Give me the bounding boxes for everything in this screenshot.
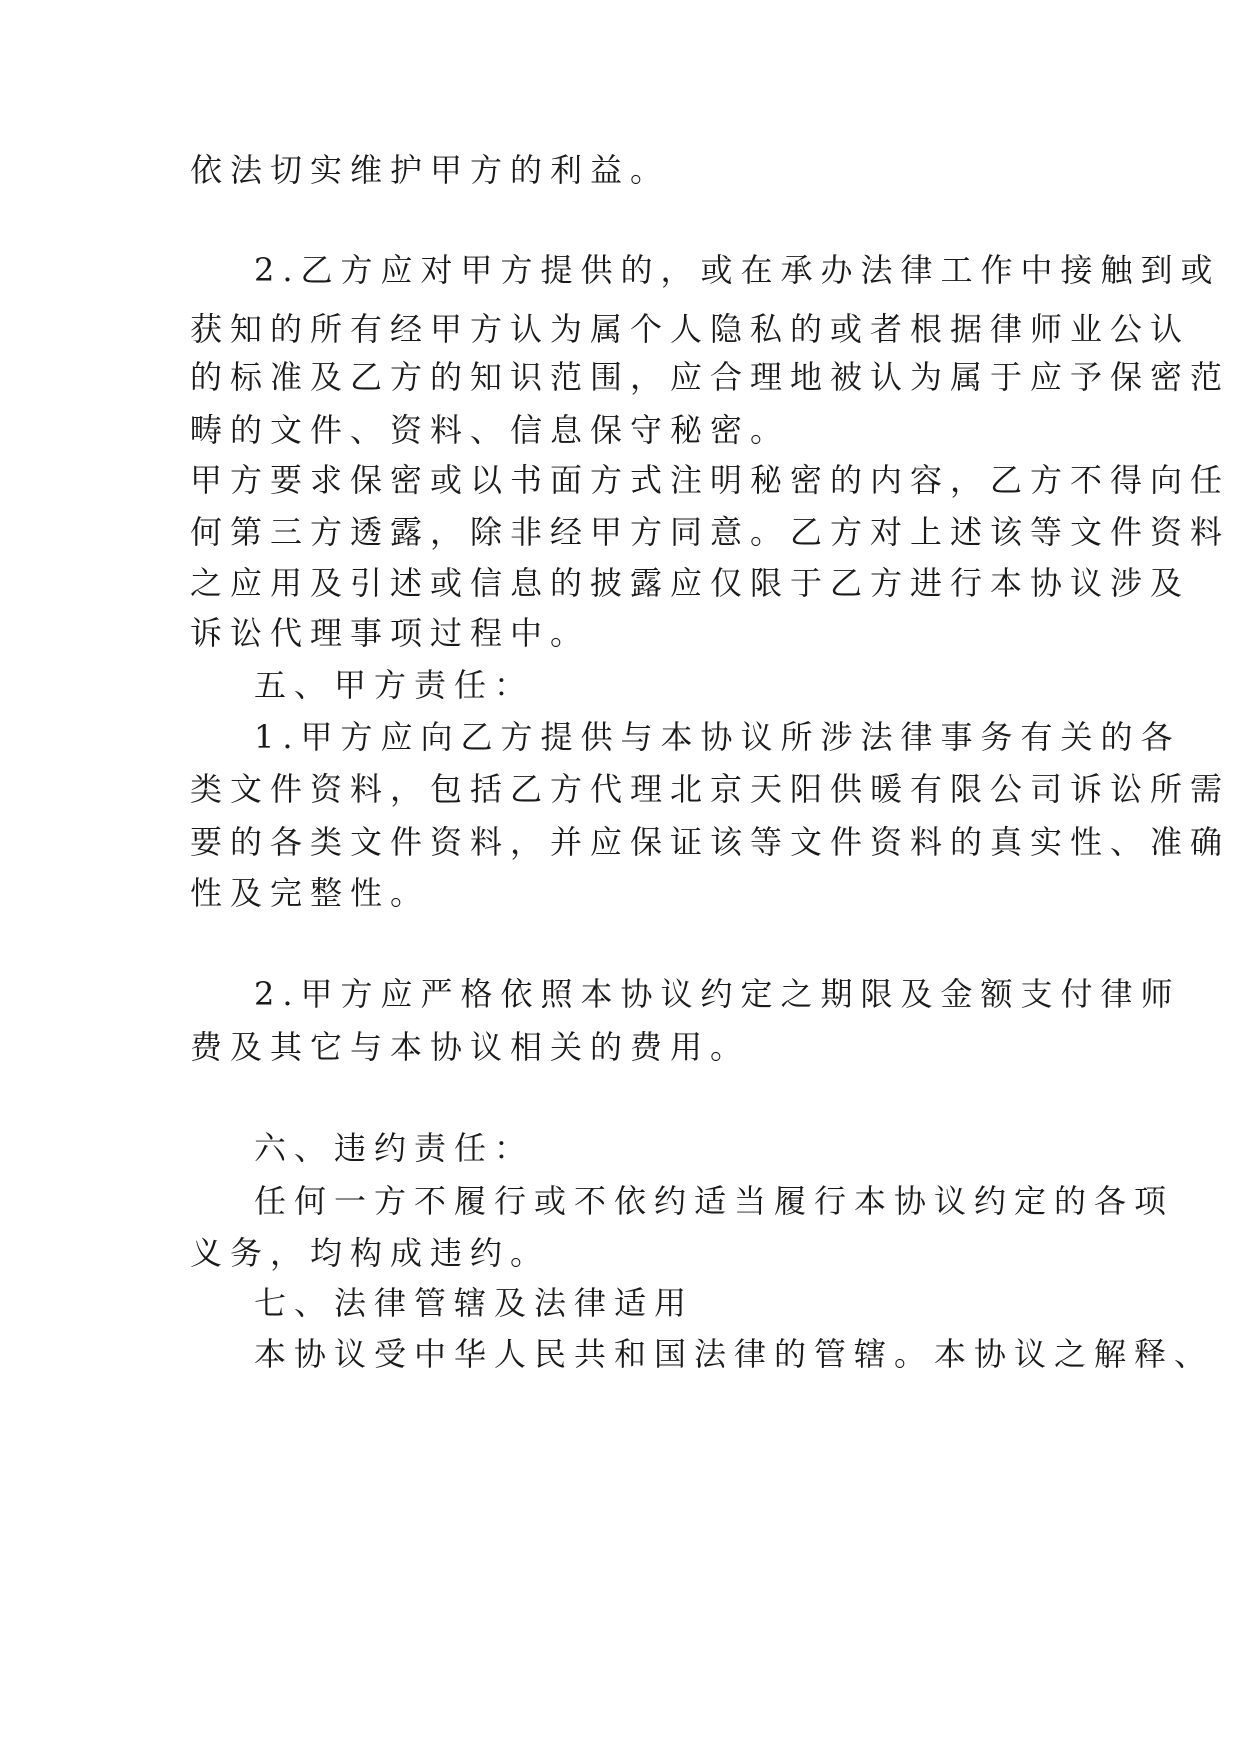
paragraph-line: 甲方要求保密或以书面方式注明秘密的内容，乙方不得向任 [190,461,1231,499]
section-heading: 七、法律管辖及法律适用 [254,1284,695,1322]
paragraph-line: 之应用及引述或信息的披露应仅限于乙方进行本协议涉及 [190,564,1191,602]
paragraph-line: 要的各类文件资料，并应保证该等文件资料的真实性、准确 [190,823,1231,861]
paragraph-line: 2.乙方应对甲方提供的，或在承办法律工作中接触到或 [254,251,1221,289]
paragraph-line: 的标准及乙方的知识范围，应合理地被认为属于应予保密范 [190,358,1231,396]
section-heading: 五、甲方责任： [254,666,535,704]
paragraph-line: 任何一方不履行或不依约适当履行本协议约定的各项 [254,1182,1175,1220]
paragraph-line: 1.甲方应向乙方提供与本协议所涉法律事务有关的各 [254,718,1181,756]
section-heading: 六、违约责任： [254,1129,535,1167]
paragraph-line: 畴的文件、资料、信息保守秘密。 [190,411,791,449]
paragraph-line: 性及完整性。 [190,874,431,912]
paragraph-line: 费及其它与本协议相关的费用。 [190,1028,751,1066]
paragraph-line: 获知的所有经甲方认为属个人隐私的或者根据律师业公认 [190,310,1191,348]
paragraph-line: 类文件资料，包括乙方代理北京天阳供暖有限公司诉讼所需 [190,770,1231,808]
paragraph-line: 诉讼代理事项过程中。 [190,614,591,652]
paragraph-line: 2.甲方应严格依照本协议约定之期限及金额支付律师 [254,975,1181,1013]
paragraph-line: 本协议受中华人民共和国法律的管辖。本协议之解释、 [254,1335,1215,1373]
paragraph-line: 依法切实维护甲方的利益。 [190,151,671,189]
paragraph-line: 义务，均构成违约。 [190,1234,551,1272]
paragraph-line: 何第三方透露，除非经甲方同意。乙方对上述该等文件资料 [190,513,1231,551]
